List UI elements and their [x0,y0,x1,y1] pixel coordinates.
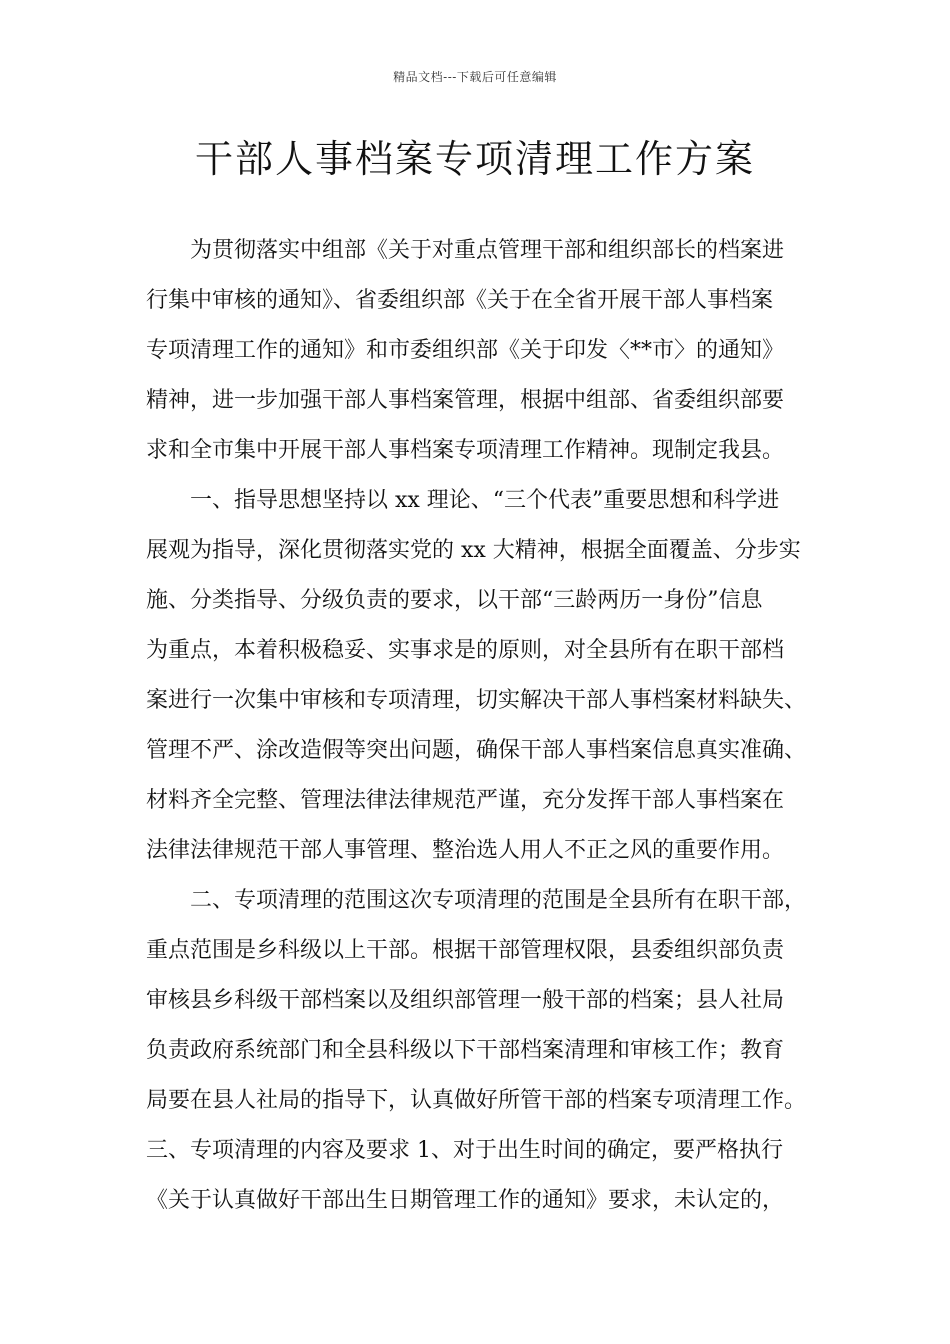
paragraph-line: 管理不严、涂改造假等突出问题，确保干部人事档案信息真实准确、 [146,738,807,763]
paragraph-line: 精神，进一步加强干部人事档案管理，根据中组部、省委组织部要 [146,388,785,413]
paragraph-line: 审核县乡科级干部档案以及组织部管理一般干部的档案；县人社局 [146,988,785,1013]
paragraph-line: 《关于认真做好干部出生日期管理工作的通知》要求，未认定的， [146,1188,785,1213]
paragraph-line: 负责政府系统部门和全县科级以下干部档案清理和审核工作；教育 [146,1038,785,1063]
document-title: 干部人事档案专项清理工作方案 [194,137,755,181]
paragraph-line: 行集中审核的通知》、省委组织部《关于在全省开展干部人事档案 [146,288,774,313]
paragraph-line: 局要在县人社局的指导下，认真做好所管干部的档案专项清理工作。 [146,1088,807,1113]
paragraph-line: 专项清理工作的通知》和市委组织部《关于印发〈**市〉的通知》 [146,338,785,363]
paragraph-line: 二、专项清理的范围这次专项清理的范围是全县所有在职干部， [190,888,807,913]
paragraph-line: 三、专项清理的内容及要求 1、对于出生时间的确定，要严格执行 [146,1138,783,1163]
paragraph-line: 材料齐全完整、管理法律法律规范严谨，充分发挥干部人事档案在 [146,788,785,813]
paragraph-line: 为重点，本着积极稳妥、实事求是的原则，对全县所有在职干部档 [146,638,785,663]
paragraph-line: 案进行一次集中审核和专项清理，切实解决干部人事档案材料缺失、 [146,688,807,713]
paragraph-line: 法律法律规范干部人事管理、整治选人用人不正之风的重要作用。 [146,838,785,863]
paragraph-line: 施、分类指导、分级负责的要求，以干部“三龄两历一身份”信息 [146,588,763,613]
paragraph-line: 求和全市集中开展干部人事档案专项清理工作精神。现制定我县。 [146,438,785,463]
paragraph-line: 为贯彻落实中组部《关于对重点管理干部和组织部长的档案进 [190,238,785,263]
paragraph-line: 重点范围是乡科级以上干部。根据干部管理权限，县委组织部负责 [146,938,785,963]
paragraph-line: 展观为指导，深化贯彻落实党的 xx 大精神，根据全面覆盖、分步实 [146,538,801,563]
header-note: 精品文档---下载后可任意编辑 [393,70,557,84]
paragraph-line: 一、指导思想坚持以 xx 理论、“三个代表”重要思想和科学进 [190,488,780,513]
